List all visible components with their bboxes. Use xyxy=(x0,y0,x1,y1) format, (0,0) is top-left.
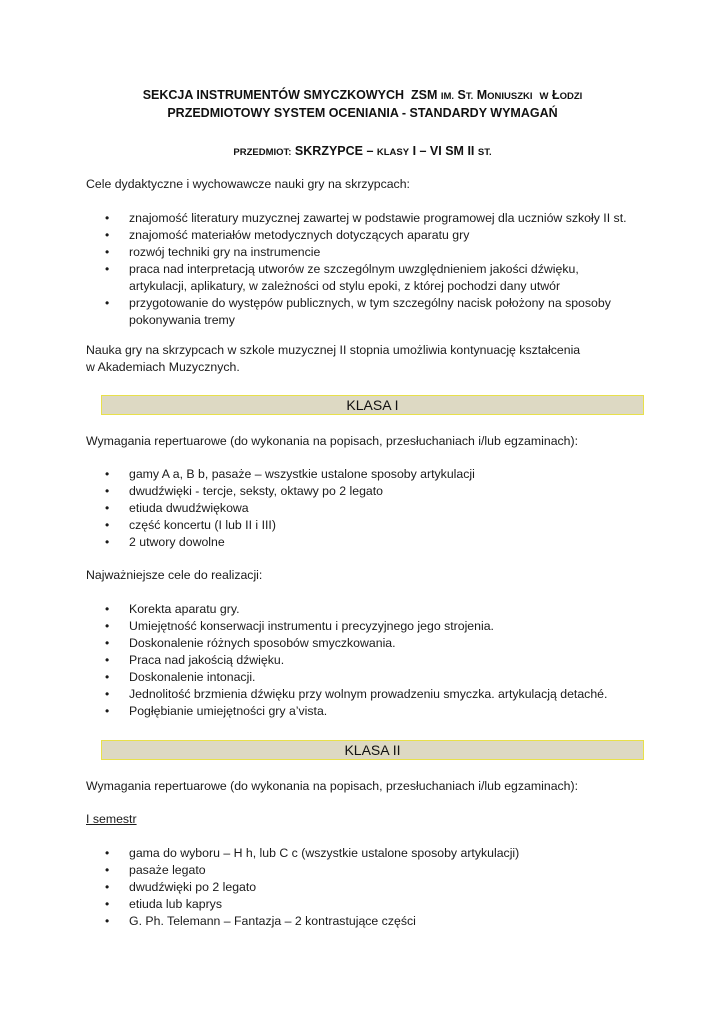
subject-klasy: KLASY xyxy=(376,147,410,158)
bullet-icon: • xyxy=(105,653,110,667)
intro-list xyxy=(105,210,627,329)
klasa-1-requirements-heading: Wymagania repertuarowe (do wykonania na popisach, przesłuchaniach i/lub egzaminach): xyxy=(86,434,579,448)
list-item: • dwudźwięki po 2 legato xyxy=(105,880,257,894)
list-item: • Korekta aparatu gry. xyxy=(105,602,240,616)
klasa-2-semester-label: I semestr xyxy=(86,812,137,826)
list-item: • 2 utwory dowolne xyxy=(105,535,225,549)
subject-main: SKRZYPCE – xyxy=(291,144,377,158)
list-item: • G. Ph. Telemann – Fantazja – 2 kontrastujące części xyxy=(105,914,416,928)
subject-st: ST. xyxy=(477,147,492,158)
klasa-2-requirements-list xyxy=(105,845,519,930)
bullet-icon: • xyxy=(105,602,110,616)
list-item: • część koncertu (I lub II i III) xyxy=(105,518,276,532)
list-item: • przygotowanie do występów publicznych, w tym szczególny nacisk położony na sposoby pokonywania tremy xyxy=(105,296,611,327)
list-item: • Praca nad jakością dźwięku. xyxy=(105,653,285,667)
klasa-2-requirements-heading: Wymagania repertuarowe (do wykonania na popisach, przesłuchaniach i/lub egzaminach): xyxy=(86,779,579,793)
bullet-icon: • xyxy=(105,687,110,701)
klasa-1-goals-list xyxy=(105,601,607,720)
klasa-2-heading: KLASA II xyxy=(101,740,644,760)
bullet-icon: • xyxy=(105,535,110,549)
bullet-icon: • xyxy=(105,211,110,225)
subject-prefix: PRZEDMIOT: xyxy=(233,147,292,158)
list-item: • Doskonalenie różnych sposobów smyczkowania. xyxy=(105,636,396,650)
list-item: • gama do wyboru – H h, lub C c (wszystkie ustalone sposoby artykulacji) xyxy=(105,846,520,860)
bullet-icon: • xyxy=(105,518,110,532)
list-item: • dwudźwięki - tercje, seksty, oktawy po 2 legato xyxy=(105,484,384,498)
list-item: • Pogłębianie umiejętności gry a’vista. xyxy=(105,704,328,718)
bullet-icon: • xyxy=(105,914,110,928)
bullet-icon: • xyxy=(105,704,110,718)
list-item: • etiuda lub kaprys xyxy=(105,897,222,911)
list-item: • znajomość materiałów metodycznych dotyczących aparatu gry xyxy=(105,228,470,242)
bullet-icon: • xyxy=(105,670,110,684)
klasa-1-requirements-list xyxy=(105,466,475,551)
bullet-icon: • xyxy=(105,846,110,860)
klasa-1-heading: KLASA I xyxy=(101,395,644,415)
list-item: • Doskonalenie intonacji. xyxy=(105,670,256,684)
list-item: • praca nad interpretacją utworów ze szczególnym uwzględnieniem jakości dźwięku, artykulacji, aplikatury, w zależności od stylu epoki, z której pochodzi dany utwór xyxy=(105,262,579,293)
list-item: • znajomość literatury muzycznej zawartej w podstawie programowej dla uczniów szkoły II st. xyxy=(105,211,627,225)
bullet-icon: • xyxy=(105,296,110,310)
subject-line xyxy=(0,142,725,160)
klasa-1-goals-heading: Najważniejsze cele do realizacji: xyxy=(86,568,263,582)
bullet-icon: • xyxy=(105,636,110,650)
bullet-icon: • xyxy=(105,863,110,877)
header-line-2: PRZEDMIOTOWY SYSTEM OCENIANIA - STANDARDY WYMAGAŃ xyxy=(167,106,558,120)
list-item: • pasaże legato xyxy=(105,863,206,877)
bullet-icon: • xyxy=(105,484,110,498)
intro-closing: Nauka gry na skrzypcach w szkole muzycznej II stopnia umożliwia kontynuację kształcenia w Akademiach Muzycznych. xyxy=(86,343,581,374)
subject-range: I – VI SM II xyxy=(409,144,478,158)
intro-heading: Cele dydaktyczne i wychowawcze nauki gry na skrzypcach: xyxy=(86,177,410,191)
list-item: • Umiejętność konserwacji instrumentu i precyzyjnego jego strojenia. xyxy=(105,619,494,633)
list-item: • gamy A a, B b, pasaże – wszystkie ustalone sposoby artykulacji xyxy=(105,467,475,481)
list-item: • etiuda dwudźwiękowa xyxy=(105,501,249,515)
bullet-icon: • xyxy=(105,501,110,515)
bullet-icon: • xyxy=(105,467,110,481)
list-item: • Jednolitość brzmienia dźwięku przy wolnym prowadzeniu smyczka. artykulacją detaché. xyxy=(105,687,608,701)
bullet-icon: • xyxy=(105,880,110,894)
header-line-1: SEKCJA INSTRUMENTÓW SMYCZKOWYCH ZSM IM. ST. MONIUSZKI W ŁODZI xyxy=(142,88,583,102)
list-item: • rozwój techniki gry na instrumencie xyxy=(105,245,321,259)
bullet-icon: • xyxy=(105,619,110,633)
bullet-icon: • xyxy=(105,228,110,242)
bullet-icon: • xyxy=(105,897,110,911)
bullet-icon: • xyxy=(105,262,110,276)
bullet-icon: • xyxy=(105,245,110,259)
